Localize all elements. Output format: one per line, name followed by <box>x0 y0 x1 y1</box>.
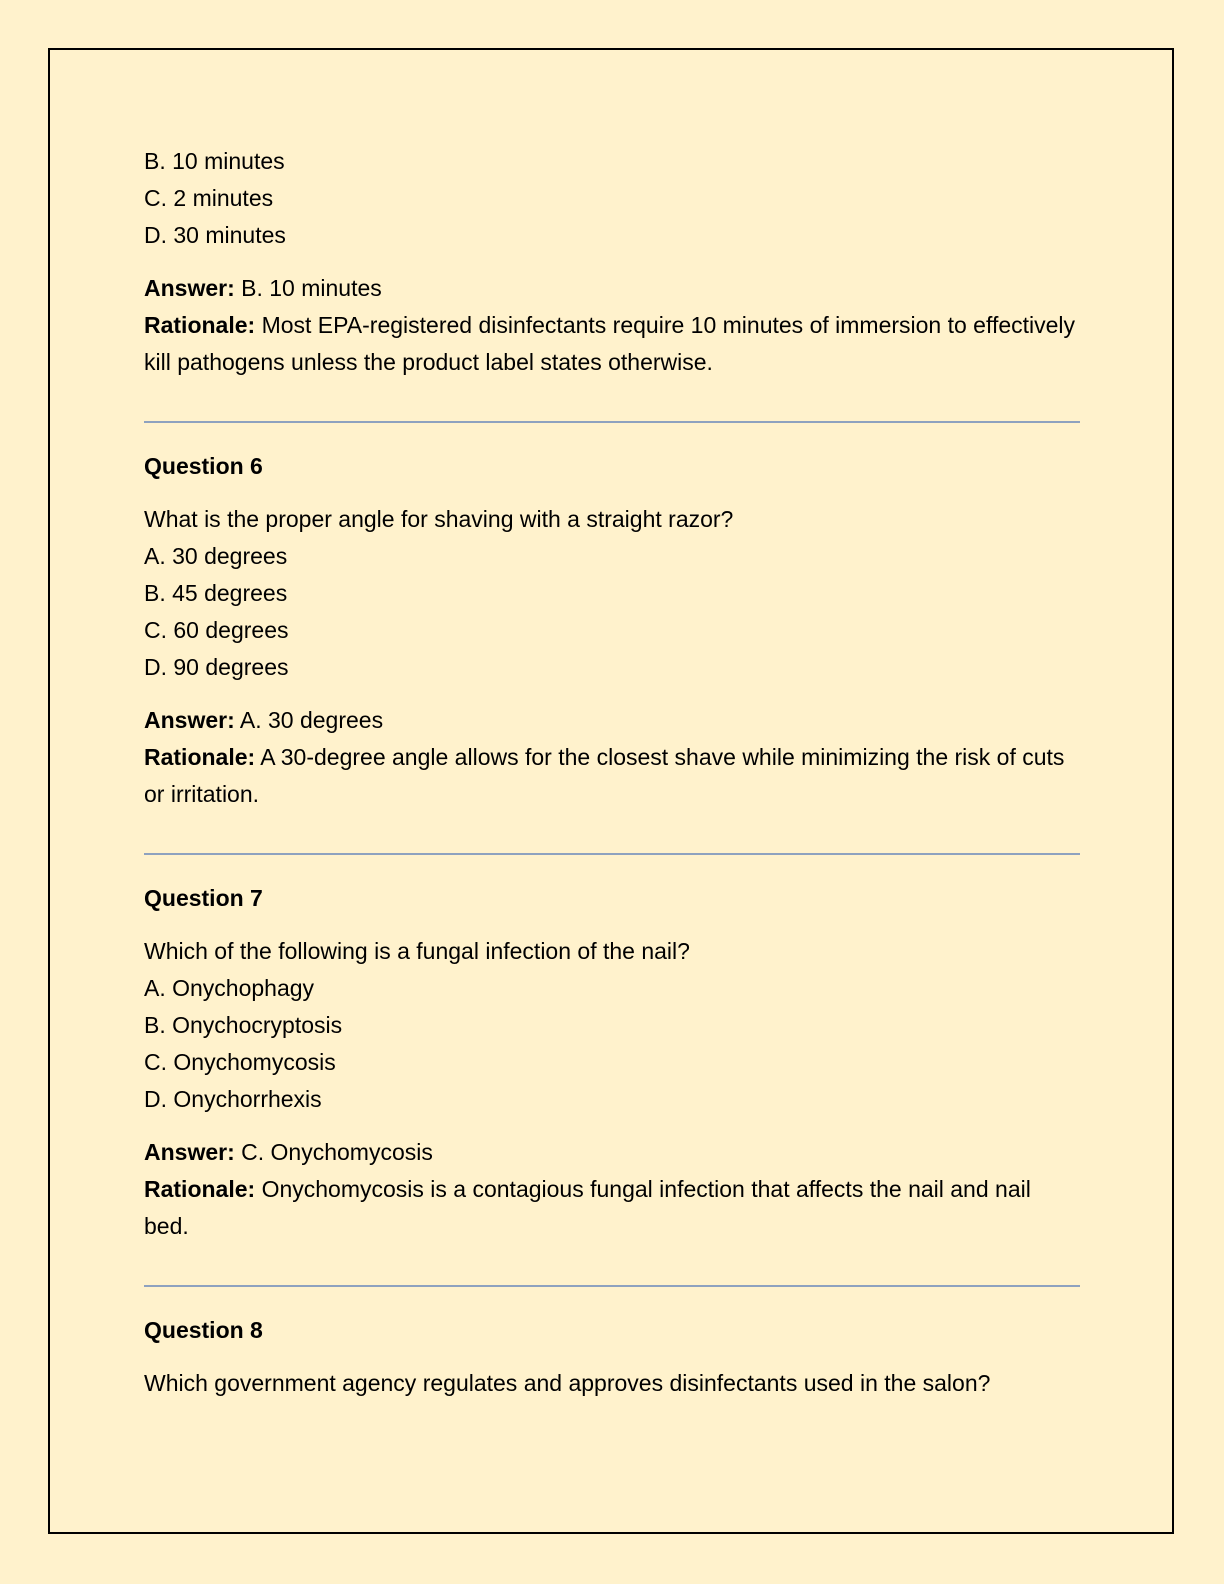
question-8 <box>144 1312 1080 1402</box>
answer-block <box>144 702 1080 813</box>
question-heading: Question 7 <box>144 885 263 911</box>
rationale-text: Onychomycosis is a contagious fungal infection that affects the nail and nail bed. <box>144 1176 1031 1239</box>
answer-label: Answer: <box>144 707 235 733</box>
answer-block <box>144 1134 1080 1245</box>
rationale-label: Rationale: <box>144 312 256 338</box>
question-text: Which government agency regulates and approves disinfectants used in the salon? <box>144 1370 991 1396</box>
answer-line <box>144 270 1080 307</box>
option-c: C. Onychomycosis <box>144 1049 336 1075</box>
rationale-label: Rationale: <box>144 1176 256 1202</box>
question-heading: Question 8 <box>144 1317 263 1343</box>
option-b: B. Onychocryptosis <box>144 1012 343 1038</box>
rationale-text: Most EPA-registered disinfectants require 10 minutes of immersion to effectively kill pathogens unless the product label states otherwise. <box>144 312 1076 375</box>
option-a: A. 30 degrees <box>144 543 288 569</box>
answer-line <box>144 1134 1080 1171</box>
section-divider <box>144 853 1080 855</box>
rationale-line <box>144 307 1080 381</box>
answer-label: Answer: <box>144 275 235 301</box>
rationale-text: A 30-degree angle allows for the closest shave while minimizing the risk of cuts or irritation. <box>144 744 1065 807</box>
question-options <box>144 970 1080 1118</box>
option-c: C. 60 degrees <box>144 617 289 643</box>
question-7 <box>144 880 1080 1245</box>
quiz-content <box>144 143 1080 1402</box>
continued-answer-block <box>144 270 1080 381</box>
option-b: B. 10 minutes <box>144 148 285 174</box>
option-b: B. 45 degrees <box>144 580 288 606</box>
question-text: Which of the following is a fungal infection of the nail? <box>144 938 690 964</box>
question-6 <box>144 448 1080 813</box>
section-divider <box>144 421 1080 423</box>
option-d: D. 30 minutes <box>144 222 286 248</box>
answer-value: A. 30 degrees <box>234 707 384 733</box>
answer-line <box>144 702 1080 739</box>
option-a: A. Onychophagy <box>144 975 315 1001</box>
answer-value: C. Onychomycosis <box>234 1139 433 1165</box>
option-d: D. Onychorrhexis <box>144 1086 322 1112</box>
answer-label: Answer: <box>144 1139 235 1165</box>
question-text: What is the proper angle for shaving with a straight razor? <box>144 506 734 532</box>
section-divider <box>144 1285 1080 1287</box>
question-heading: Question 6 <box>144 453 263 479</box>
rationale-line <box>144 739 1080 813</box>
continued-options <box>144 143 1080 254</box>
rationale-line <box>144 1171 1080 1245</box>
rationale-label: Rationale: <box>144 744 256 770</box>
question-options <box>144 538 1080 686</box>
option-d: D. 90 degrees <box>144 654 289 680</box>
option-c: C. 2 minutes <box>144 185 274 211</box>
answer-value: B. 10 minutes <box>234 275 382 301</box>
